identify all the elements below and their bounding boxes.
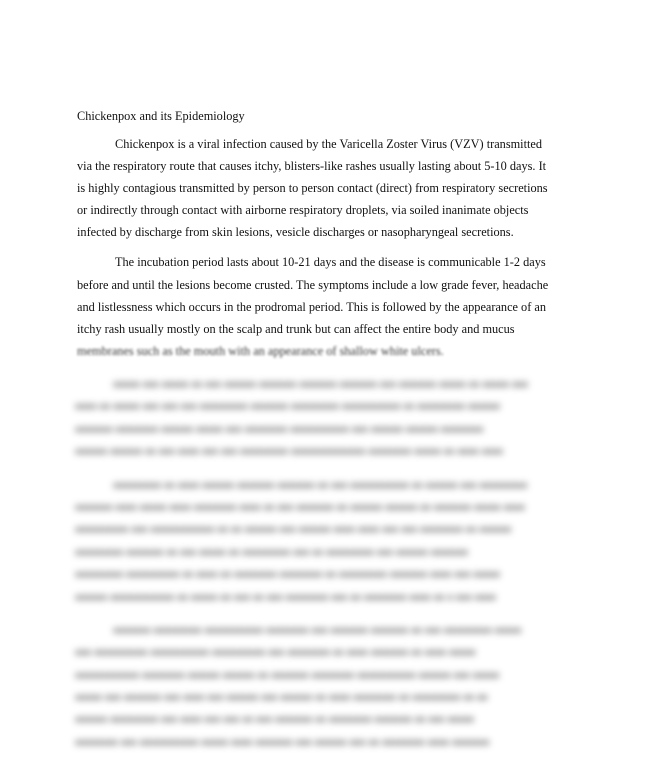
- paragraph-2-line: before and until the lesions become crusted. The symptoms include a low grade fever, headache: [77, 277, 549, 292]
- paragraph-1-line: via the respiratory route that causes itchy, blisters-like rashes usually lasting about 5-10 days. It: [77, 159, 547, 174]
- blurred-preview-overlay: [75, 372, 580, 763]
- document-title: Chickenpox and its Epidemiology: [77, 109, 245, 123]
- blurred-paragraph: aaaaa aaa aaaaa aa aaa aaaaaa aaaaaaa aaaaaaa aaaaaaa aaa aaaaaaa aaaaa aa aaaaa aaa aaaa aa aaaaa aaa aaa aaa aaaaaaaaa aaaaaaa aaaaaaaaa aaaaaaaaaaa aa aaaaaaaaa aaaaaa aaaaaaa aaaaaaaa aaaaaa aaaaa aaa aaaaaaaa aaaaaaaaaaa aaa aaaaaa aaaaaa aaaaaaaa aaaaaa aaaaaa aa aaa aaaa aaa aaa aaaaaaaaa aaaaaaaaaaaaaa aaaaaaaa aaaaa aa aaaa aaaa: [75, 376, 528, 458]
- paragraph-1-line: or indirectly through contact with airborne respiratory droplets, via soiled inanimate objects: [77, 203, 529, 218]
- paragraph-2-line: The incubation period lasts about 10-21 days and the disease is communicable 1-2 days: [115, 255, 546, 270]
- paragraph-2-line: and listlessness which occurs in the prodromal period. This is followed by the appearance of an: [77, 299, 546, 314]
- blurred-paragraph: aaaaaaaaa aa aaaa aaaaaa aaaaaaa aaaaaaa aa aaa aaaaaaaaaaa aa aaaaaa aaa aaaaaaaaa aaaaaaa aaaa aaaaa aaaa aaaaaaaa aaaa aa aaa aaaaaaa aa aaaaaa aaaaaa aa aaaaaaa aaaaa aaaa aaaaaaaaaa aaa aaaaaaaaaaaa aa aa aaaaaa aaa aaaaaa aaaa aaaa aaa aaa aaaaaaaa aa aaaaaa aaaaaaaaa aaaaaaa aa aaa aaaaa aa aaaaaaaaa aaa aa aaaaaaaaa aaa aaaaaa aaaaaaa aaaaaaaaa aaaaaaaaaa aa aaaa aa aaaaaaaa aaaaaaaa aa aaaaaaaaa aaaaaaa aaaa aaa aaaaa aaaaaa aaaaaaaaaaaa aa aaaaa aa aaa aa aaa aaaaaaaa aaa aa aaaaaaaa aaaa aa a aaa aaaa: [75, 476, 528, 603]
- paragraph-2: [77, 251, 573, 361]
- blurred-paragraph: aaaaaaa aaaaaaaaa aaaaaaaaaaa aaaaaaaa aaa aaaaaaa aaaaaaa aa aaa aaaaaaaaa aaaaa aaa aaaaaaaaaa aaaaaaaaaaa aaaaaaaaaa aaa aaaaaaaa aa aaaa aaaaaaa aa aaaa aaaaa aaaaaaaaaaaa aaaaaaaa aaaaaa aaaaaa aa aaaaaaa aaaaaaaa aaaaaaaaaaa aaaaaa aaa aaaaa aaaaa aaa aaaaaaa aaa aaaa aaa aaaaaa aaa aaaaaa aa aaaa aaaaaaaa aa aaaaaaaaa aa aa aaaaaa aaaaaaaaa aaa aaaa aaa aaa aa aaa aaaaaaa aa aaaaaaaa aaaaaaa aa aaa aaaaa aaaaaaaa aaa aaaaaaaaaaa aaaaa aaaa aaaaaaa aaa aaaaaa aaa aa aaaaaaaa aaaa aaaaaaa: [75, 621, 522, 748]
- paragraph-1: [77, 133, 573, 243]
- paragraph-1-line: infected by discharge from skin lesions, vesicle discharges or nasopharyngeal secretions.: [77, 225, 514, 240]
- paragraph-2-line-partially-blurred: membranes such as the mouth with an appearance of shallow white ulcers.: [77, 343, 444, 358]
- paragraph-1-line: is highly contagious transmitted by person to person contact (direct) from respiratory secretions: [77, 181, 548, 196]
- paragraph-2-line: itchy rash usually mostly on the scalp and trunk but can affect the entire body and mucus: [77, 321, 515, 336]
- document-body: [77, 105, 573, 362]
- paragraph-1-line: Chickenpox is a viral infection caused by the Varicella Zoster Virus (VZV) transmitted: [115, 137, 543, 151]
